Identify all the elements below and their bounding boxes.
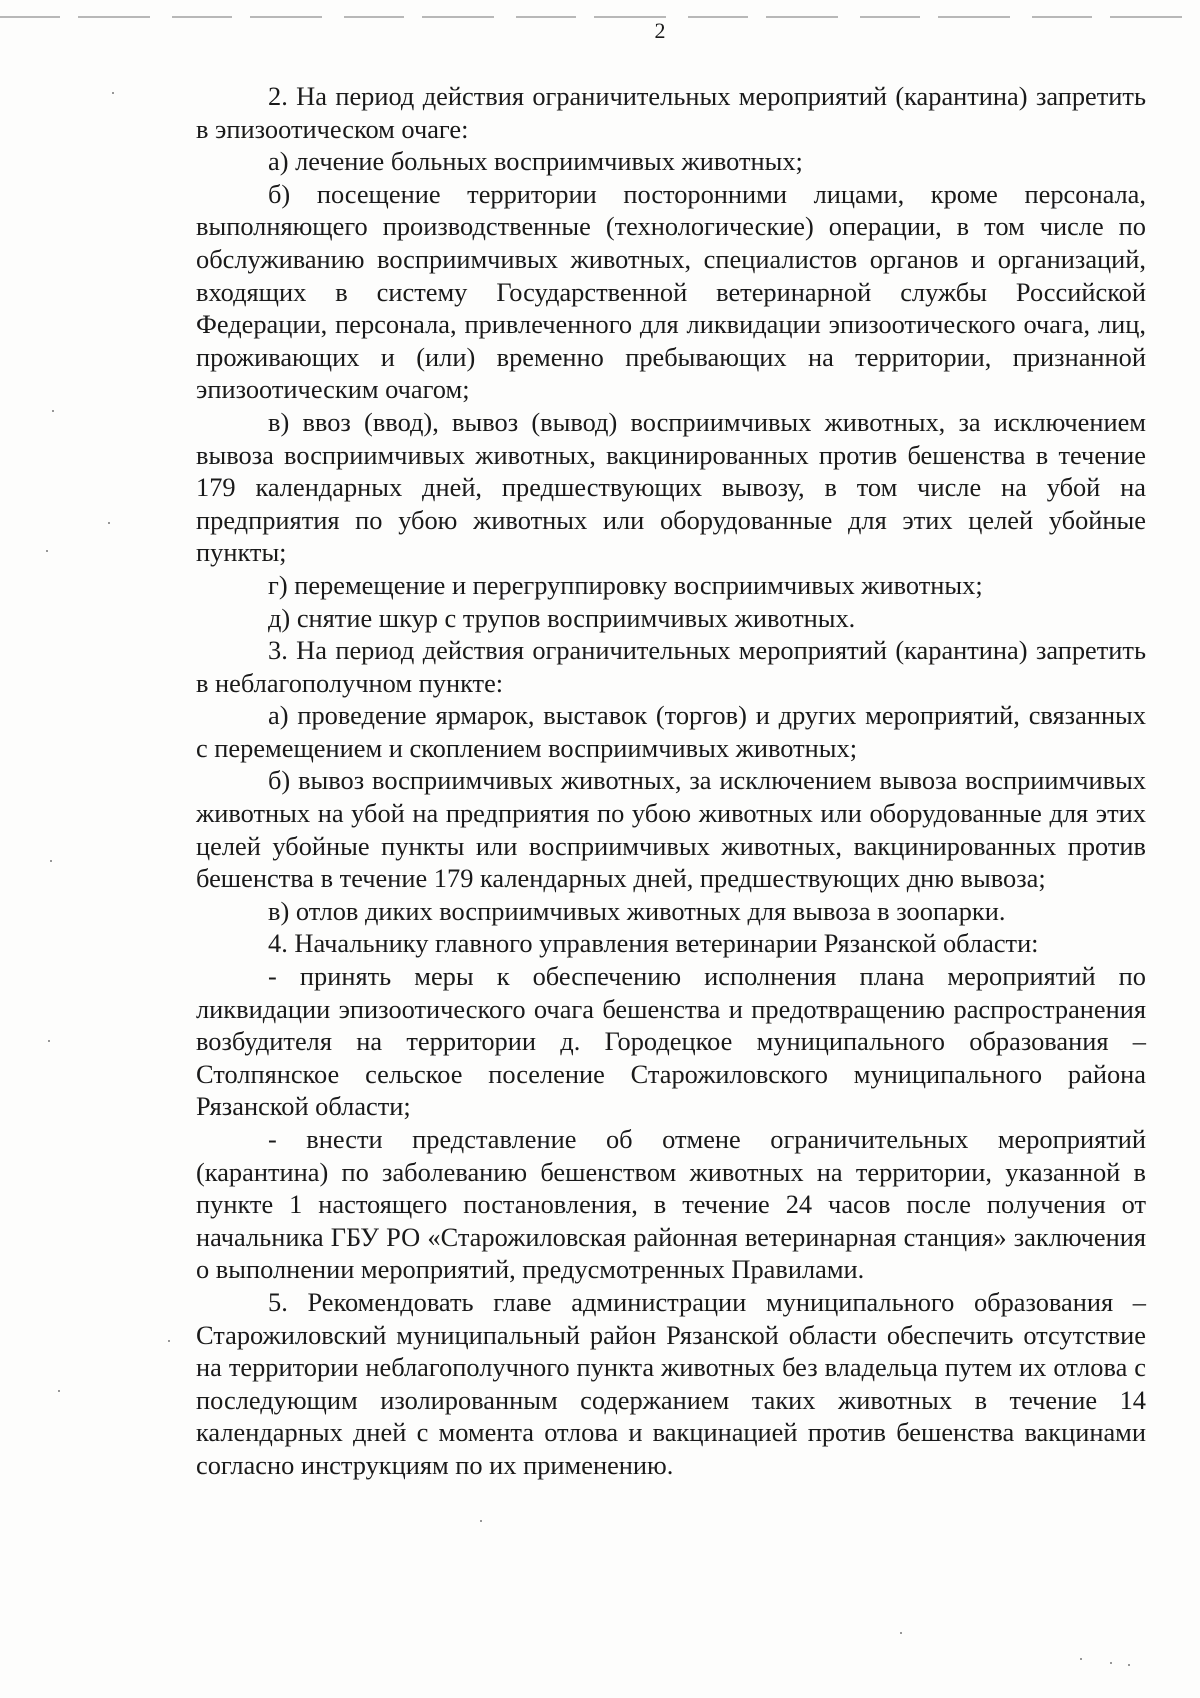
scan-speck [58,1390,60,1392]
paragraph-item-2a: а) лечение больных восприимчивых животных; [268,146,803,177]
paragraph-item-4-first-dash: - принять меры к обеспечению исполнения плана мероприятий по ликвидации эпизоотического очага бешенства и предотвращению распространения возбудителя на территории д. Городецкое муниципального образования – Столпянское сельское поселение Старожиловского муниципального района Рязанской области; [196,961,1146,1122]
paragraph-item-2v: в) ввоз (ввод), вывоз (вывод) восприимчивых животных, за исключением вывоза восприимчивых животных, вакцинированных против бешенства в течение 179 календарных дней, предшествующих вывозу, в том числе на убой на предприятия по убою животных или оборудованные для этих целей убойные пункты; [196,406,1146,568]
scan-speck [50,860,52,862]
paragraph-item-2d: д) снятие шкур с трупов восприимчивых животных. [268,602,856,633]
scan-speck [900,1632,902,1634]
scan-speck [48,1040,50,1042]
paragraph-item-2b: б) посещение территории посторонними лицами, кроме персонала, выполняющего производственные (технологические) операции, в том числе по обслуживанию восприимчивых животных, специалистов органов и организаций, входящих в систему Государственной ветеринарной службы Российской Федерации, персонала, привлеченного для ликвидации эпизоотического очага, лиц, проживающих и (или) временно пребывающих на территории, признанной эпизоотическим очагом; [196,178,1146,405]
scan-speck [108,522,110,524]
scan-speck [1110,1662,1112,1664]
paragraph-item-3b: б) вывоз восприимчивых животных, за исключением вывоза восприимчивых животных на убой на предприятия по убою животных или оборудованные для этих целей убойные пункты или восприимчивых животных, вакцинированных против бешенства в течение 179 календарных дней, предшествующих дню вывоза; [196,765,1146,894]
scan-speck [46,550,48,552]
paragraph-item-3a: а) проведение ярмарок, выставок (торгов) и других мероприятий, связанных с перемещением и скоплением восприимчивых животных; [196,700,1146,763]
scan-speck [168,1340,170,1342]
document-body [196,80,1146,1482]
page-number: 2 [654,18,666,43]
paragraph-item-3: 3. На период действия ограничительных мероприятий (карантина) запретить в неблагополучном пункте: [196,635,1146,698]
scan-border-line [0,16,1190,18]
paragraph-item-3v: в) отлов диких восприимчивых животных для вывоза в зоопарки. [268,895,1006,926]
paragraph-item-2: 2. На период действия ограничительных мероприятий (карантина) запретить в эпизоотическом очаге: [196,81,1146,144]
scan-speck [480,1520,482,1522]
scan-speck [52,410,54,412]
paragraph-item-2g: г) перемещение и перегруппировку восприимчивых животных; [268,569,983,600]
scan-speck [1128,1664,1130,1666]
scan-speck [1080,1658,1082,1660]
paragraph-item-5: 5. Рекомендовать главе администрации муниципального образования – Старожиловский муниципальный район Рязанской области обеспечить отсутствие на территории неблагополучного пункта животных без владельца путем их отлова с последующим изолированным содержанием таких животных в течение 14 календарных дней с момента отлова и вакцинацией против бешенства вакцинами согласно инструкциям по их применению. [196,1286,1146,1480]
paragraph-item-4-second-dash: - внести представление об отмене ограничительных мероприятий (карантина) по заболеванию бешенством животных на территории, указанной в пункте 1 настоящего постановления, в течение 24 часов после получения от начальника ГБУ РО «Старожиловская районная ветеринарная станция» заключения о выполнении мероприятий, предусмотренных Правилами. [196,1124,1146,1285]
paragraph-item-4: 4. Начальнику главного управления ветеринарии Рязанской области: [268,928,1039,959]
scan-speck [112,92,114,94]
